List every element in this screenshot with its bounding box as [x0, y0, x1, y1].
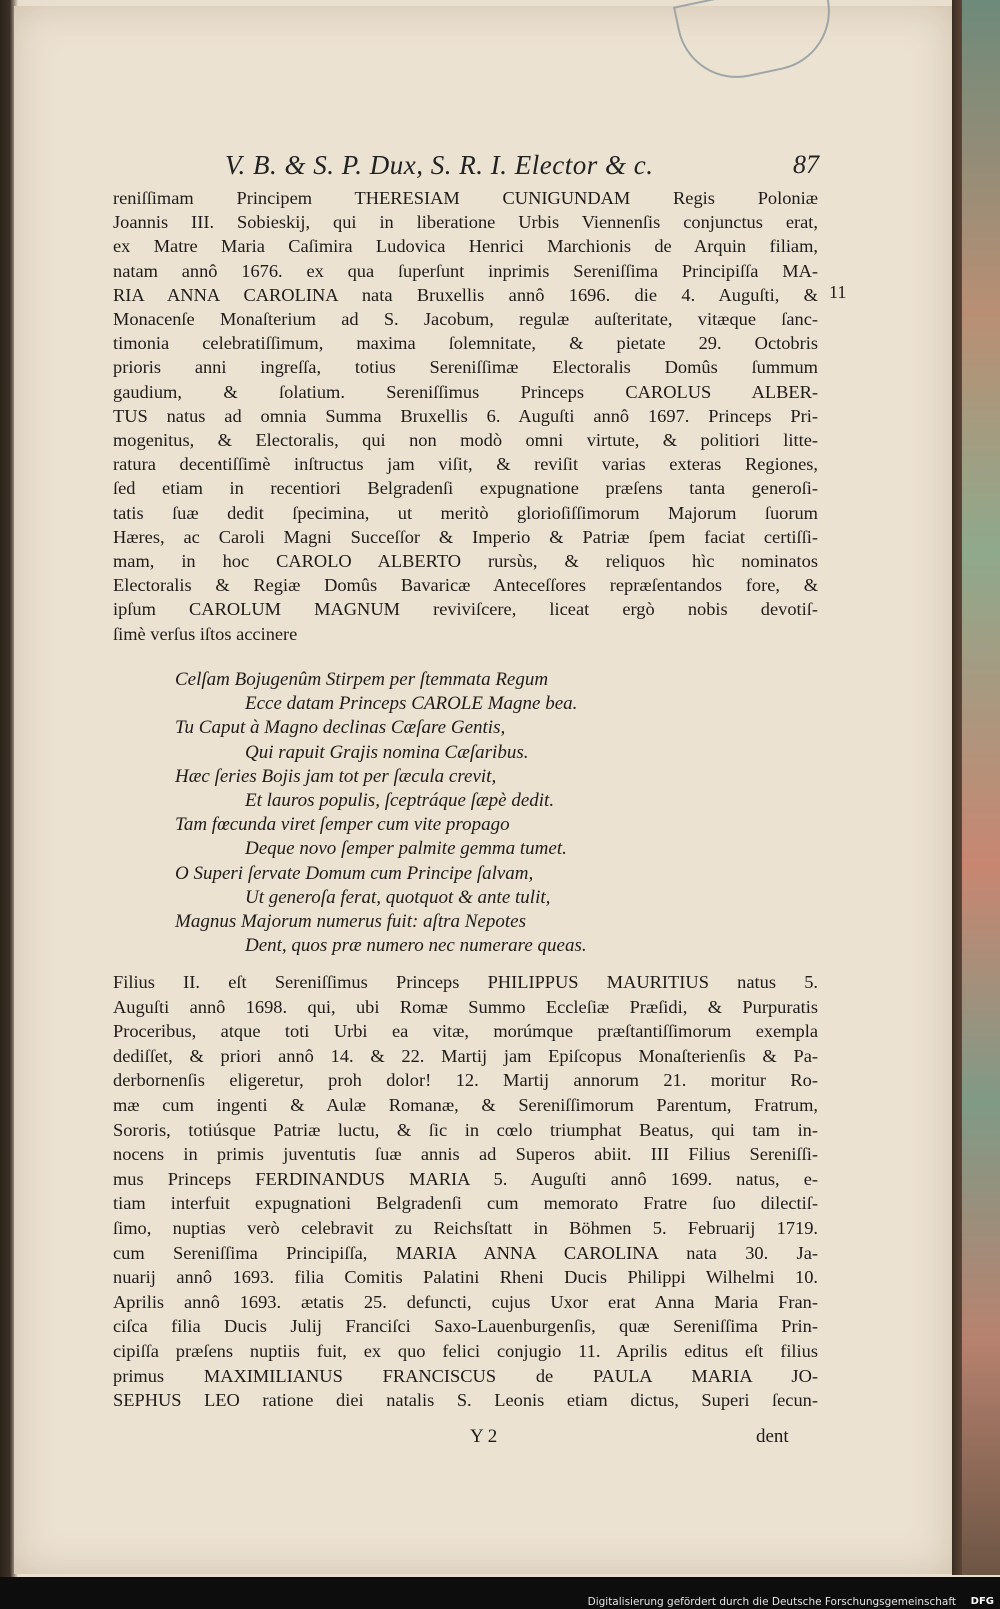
text-line: primus MAXIMILIANUS FRANCISCUS de PAULA MARIA JO-	[113, 1365, 818, 1386]
text-line: mam, in hoc CAROLO ALBERTO rursùs, & reliquos hìc nominatos	[113, 551, 818, 572]
page-number: 87	[793, 150, 819, 179]
text-line: tiam interfuit expugnationi Belgradenſi cum memorato Fratre ſuo dilectiſ-	[113, 1193, 818, 1214]
text-line: derbornenſis eligeretur, proh dolor! 12. Martij annorum 21. moritur Ro-	[113, 1070, 818, 1091]
text-line: mæ cum ingenti & Aulæ Romanæ, & Sereniſſimorum Parentum, Fratrum,	[113, 1094, 818, 1115]
text-line: mogenitus, & Electoralis, qui non modò omni virtute, & politiori litte-	[113, 430, 818, 451]
footer-credit: Digitalisierung gefördert durch die Deutsche Forschungsgemeinschaft	[587, 1596, 956, 1608]
text-line: Auguſti annô 1698. qui, ubi Romæ Summo Eccleſiæ Præſidi, & Purpuratis	[113, 996, 818, 1017]
verse-line: O Superi ſervate Domum cum Principe ſalvam,	[175, 862, 534, 884]
text-line: Electoralis & Regiæ Domûs Bavaricæ Anteceſſores repræſentandos fore, &	[113, 575, 818, 596]
verse-line: Hæc ſeries Bojis jam tot per ſæcula crevit,	[175, 765, 497, 787]
verse-line: Dent, quos præ numero nec numerare queas.	[245, 935, 587, 957]
text-line: natam annô 1676. ex qua ſuperſunt inprimis Sereniſſima Principiſſa MA-	[113, 260, 818, 281]
margin-note: 11	[829, 282, 847, 302]
text-line: reniſſimam Principem THERESIAM CUNIGUNDAM Regis Poloniæ	[113, 188, 818, 208]
text-line: nuarij annô 1693. filia Comitis Palatini Rheni Ducis Philippi Wilhelmi 10.	[113, 1267, 818, 1288]
text-line: SEPHUS LEO ratione diei natalis S. Leonis etiam dictus, Superi ſecun-	[113, 1390, 818, 1411]
catchword: dent	[756, 1426, 789, 1447]
text-line: Joannis III. Sobieskij, qui in liberatione Urbis Viennenſis conjunctus erat,	[113, 212, 818, 233]
text-line: ſimo, nuptias verò celebravit zu Reichsſtatt in Böhmen 5. Februarij 1719.	[113, 1217, 818, 1238]
text-line: TUS natus ad omnia Summa Bruxellis 6. Auguſti annô 1697. Princeps Pri-	[113, 405, 818, 426]
text-line: Filius II. eſt Sereniſſimus Princeps PHILIPPUS MAURITIUS natus 5.	[113, 972, 818, 992]
text-line: Aprilis annô 1693. ætatis 25. defuncti, cujus Uxor erat Anna Maria Fran-	[113, 1291, 818, 1312]
verse-line: Celſam Bojugenûm Stirpem per ſtemmata Regum	[175, 669, 549, 690]
verse-line: Tu Caput à Magno declinas Cæſare Gentis,	[175, 717, 506, 739]
text-line: nocens in primis juventutis ſuæ annis ad Superos abiit. III Filius Sereniſſi-	[113, 1144, 818, 1165]
text-line: mus Princeps FERDINANDUS MARIA 5. Auguſti annô 1699. natus, e-	[113, 1168, 818, 1189]
text-line: ratura decentiſſimè inſtructus jam viſit, & reviſit varias exteras Regiones,	[113, 454, 818, 475]
text-line: ipſum CAROLUM MAGNUM reviviſcere, liceat ergò nobis devotiſ-	[113, 599, 818, 620]
text-line: Monacenſe Monaſterium ad S. Jacobum, regulæ auſteritate, vitæque ſanc-	[113, 309, 818, 330]
text-line: Hæres, ac Caroli Magni Succeſſor & Imperio & Patriæ ſpem faciat certiſſi-	[113, 526, 818, 547]
text-line: dediſſet, & priori annô 14. & 22. Martij jam Epiſcopus Monaſterienſis & Pa-	[113, 1045, 818, 1066]
text-line: RIA ANNA CAROLINA nata Bruxellis annô 1696. die 4. Auguſti, &	[113, 284, 818, 305]
text-line: cipiſſa præſens nuptiis fuit, ex quo felici conjugio 11. Aprilis editus eſt filius	[113, 1340, 818, 1361]
text-line: ciſca filia Ducis Julij Franciſci Saxo-Lauenburgenſis, quæ Sereniſſima Prin-	[113, 1316, 818, 1337]
text-line: ſimè verſus iſtos accinere	[113, 623, 298, 644]
verse-block	[175, 668, 587, 958]
body-text	[113, 186, 818, 646]
text-line: Sororis, totiúsque Patriæ luctu, & ſic in cœlo triumphat Beatus, qui tam in-	[113, 1119, 818, 1140]
text-line: ſed etiam in recentiori Belgradenſi expugnatione præſens tanta generoſi-	[113, 478, 818, 499]
verse-line: Et lauros populis, ſceptráque ſæpè dedit.	[245, 790, 555, 812]
text-line: timonia celebratiſſimum, maxima ſolemnitate, & pietate 29. Octobris	[113, 333, 818, 354]
text-line: cum Sereniſſima Principiſſa, MARIA ANNA CAROLINA nata 30. Ja-	[113, 1242, 818, 1263]
running-header: V. B. & S. P. Dux, S. R. I. Elector & c.	[225, 150, 654, 180]
text-line: ex Matre Maria Caſimira Ludovica Henrici Marchionis de Arquin filiam,	[113, 236, 818, 257]
verse-line: Ut generoſa ferat, quotquot & ante tulit,	[245, 886, 551, 908]
text-line: tatis ſuæ dedit ſpecimina, ut meritò glorioſiſſimorum Majorum ſuorum	[113, 502, 818, 523]
verse-line: Ecce datam Princeps CAROLE Magne bea.	[245, 693, 578, 715]
verse-line: Qui rapuit Grajis nomina Cæſaribus.	[245, 741, 529, 763]
verse-line: Deque novo ſemper palmite gemma tumet.	[245, 838, 567, 860]
marbled-endpaper	[952, 0, 1000, 1575]
body-text-continued	[113, 970, 818, 1413]
text-line: Proceribus, atque toti Urbi ea vitæ, morúmque præſtantiſſimorum exempla	[113, 1021, 818, 1042]
dfg-logo: DFG	[970, 1596, 994, 1607]
verse-line: Magnus Majorum numerus fuit: aſtra Nepotes	[175, 911, 526, 933]
signature-mark: Y 2	[470, 1426, 498, 1447]
text-line: prioris anni ingreſſa, totius Sereniſſimæ Electoralis Domûs ſummum	[113, 357, 818, 378]
text-line: gaudium, & ſolatium. Sereniſſimus Princeps CAROLUS ALBER-	[113, 381, 818, 402]
verse-line: Tam fœcunda viret ſemper cum vite propago	[175, 814, 510, 836]
